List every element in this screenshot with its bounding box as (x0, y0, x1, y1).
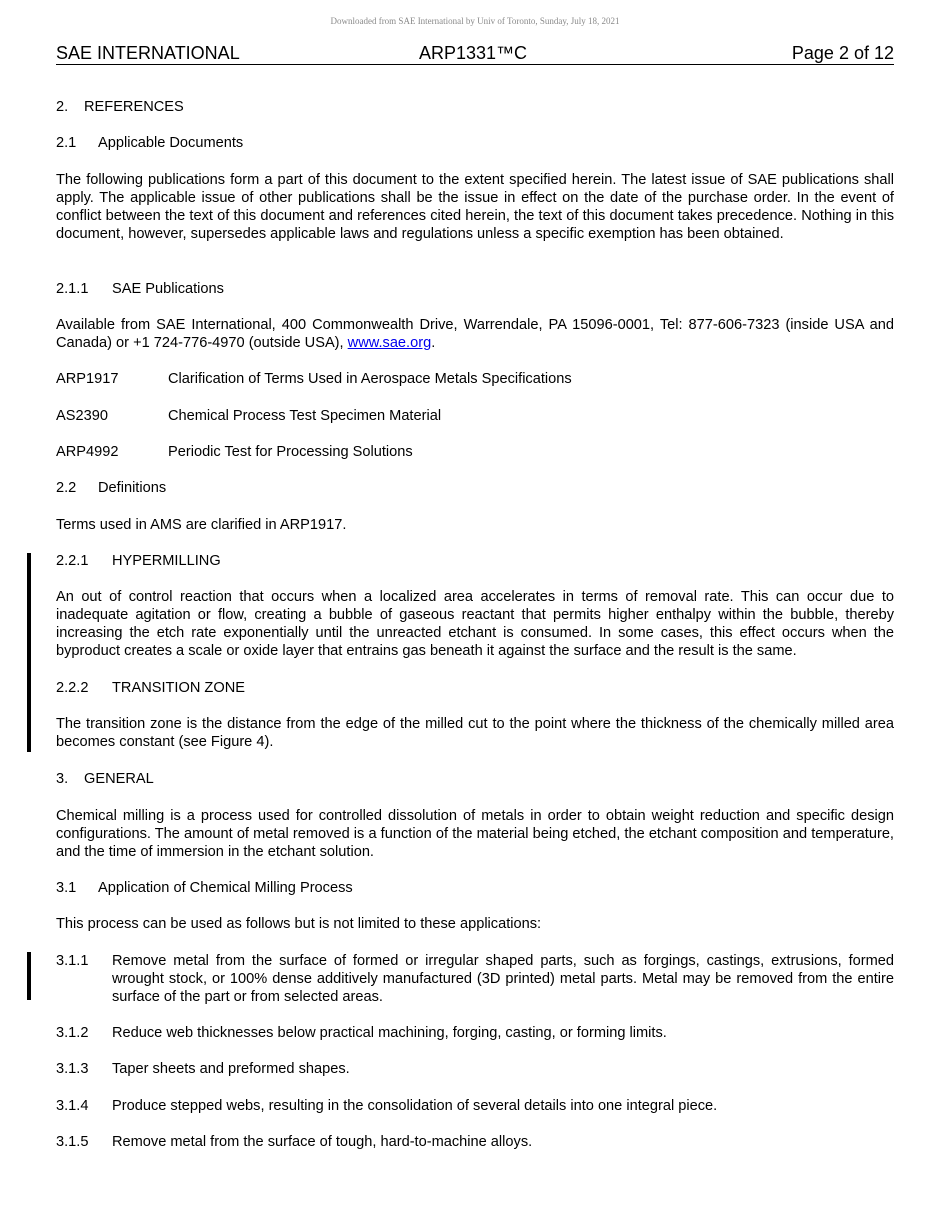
section-heading-general: 3. GENERAL (56, 771, 154, 787)
section-heading-hypermilling: 2.2.1 HYPERMILLING (56, 553, 221, 569)
download-notice: Downloaded from SAE International by Univ of Toronto, Sunday, July 18, 2021 (330, 16, 620, 26)
paragraph-general: Chemical milling is a process used for controlled dissolution of metals in order to obtain weight reduction and specific design configurations. The amount of metal removed is a function of the material being etched, the etchant composition and temperature, and the time of immersion in the etchant solution. (56, 808, 894, 860)
paragraph-transition-zone: The transition zone is the distance from the edge of the milled cut to the point where the thickness of the chemically milled area becomes constant (see Figure 4). (56, 716, 894, 750)
section-heading-references: 2. REFERENCES (56, 99, 184, 115)
header-org: SAE INTERNATIONAL (56, 43, 240, 63)
paragraph-applicable-documents: The following publications form a part of this document to the extent specified herein. The latest issue of SAE publications shall apply. The applicable issue of other publications shall be the issue in effect on the date of the purchase order. In the event of conflict between the text of this document and references cited herein, the text of this document takes precedence. Nothing in this document, however, supersedes applicable laws and regulations unless a specific exemption has been obtained. (56, 172, 894, 242)
header-page-number: Page 2 of 12 (791, 43, 894, 63)
paragraph-application-intro: This process can be used as follows but is not limited to these applications: (56, 916, 542, 932)
section-heading-applicable-documents: 2.1 Applicable Documents (56, 135, 244, 151)
revision-change-bar (27, 553, 31, 752)
revision-change-bar (27, 952, 31, 1000)
reference-entry: AS2390 Chemical Process Test Specimen Material (56, 408, 442, 424)
section-heading-application: 3.1 Application of Chemical Milling Process (56, 880, 353, 896)
sae-website-link[interactable]: www.sae.org (347, 335, 432, 351)
header-doc-id: ARP1331™C (419, 43, 528, 63)
section-heading-transition-zone: 2.2.2 TRANSITION ZONE (56, 680, 245, 696)
reference-entry: ARP1917 Clarification of Terms Used in Aerospace Metals Specifications (56, 371, 572, 387)
paragraph-definitions: Terms used in AMS are clarified in ARP1917. (56, 517, 347, 533)
page-header (56, 43, 894, 65)
reference-entry: ARP4992 Periodic Test for Processing Solutions (56, 444, 413, 460)
section-heading-sae-publications: 2.1.1 SAE Publications (56, 281, 224, 297)
paragraph-sae-availability: Available from SAE International, 400 Commonwealth Drive, Warrendale, PA 15096-0001, Tel: 877-606-7323 (inside USA and Canada) or +1 724-776-4970 (outside USA), www.sae.org. (56, 317, 894, 351)
section-heading-definitions: 2.2 Definitions (56, 480, 167, 496)
paragraph-hypermilling: An out of control reaction that occurs when a localized area accelerates in terms of removal rate. This can occur due to inadequate agitation or flow, creating a bubble of gaseous reactant that permits higher enthalpy within the bubble, thereby increasing the etch rate exponentially until the unreacted etchant is consumed. In some cases, this effect occurs when the byproduct creates a scale or oxide layer that entrains gas beneath it against the surface and the result is the same. (56, 589, 894, 659)
